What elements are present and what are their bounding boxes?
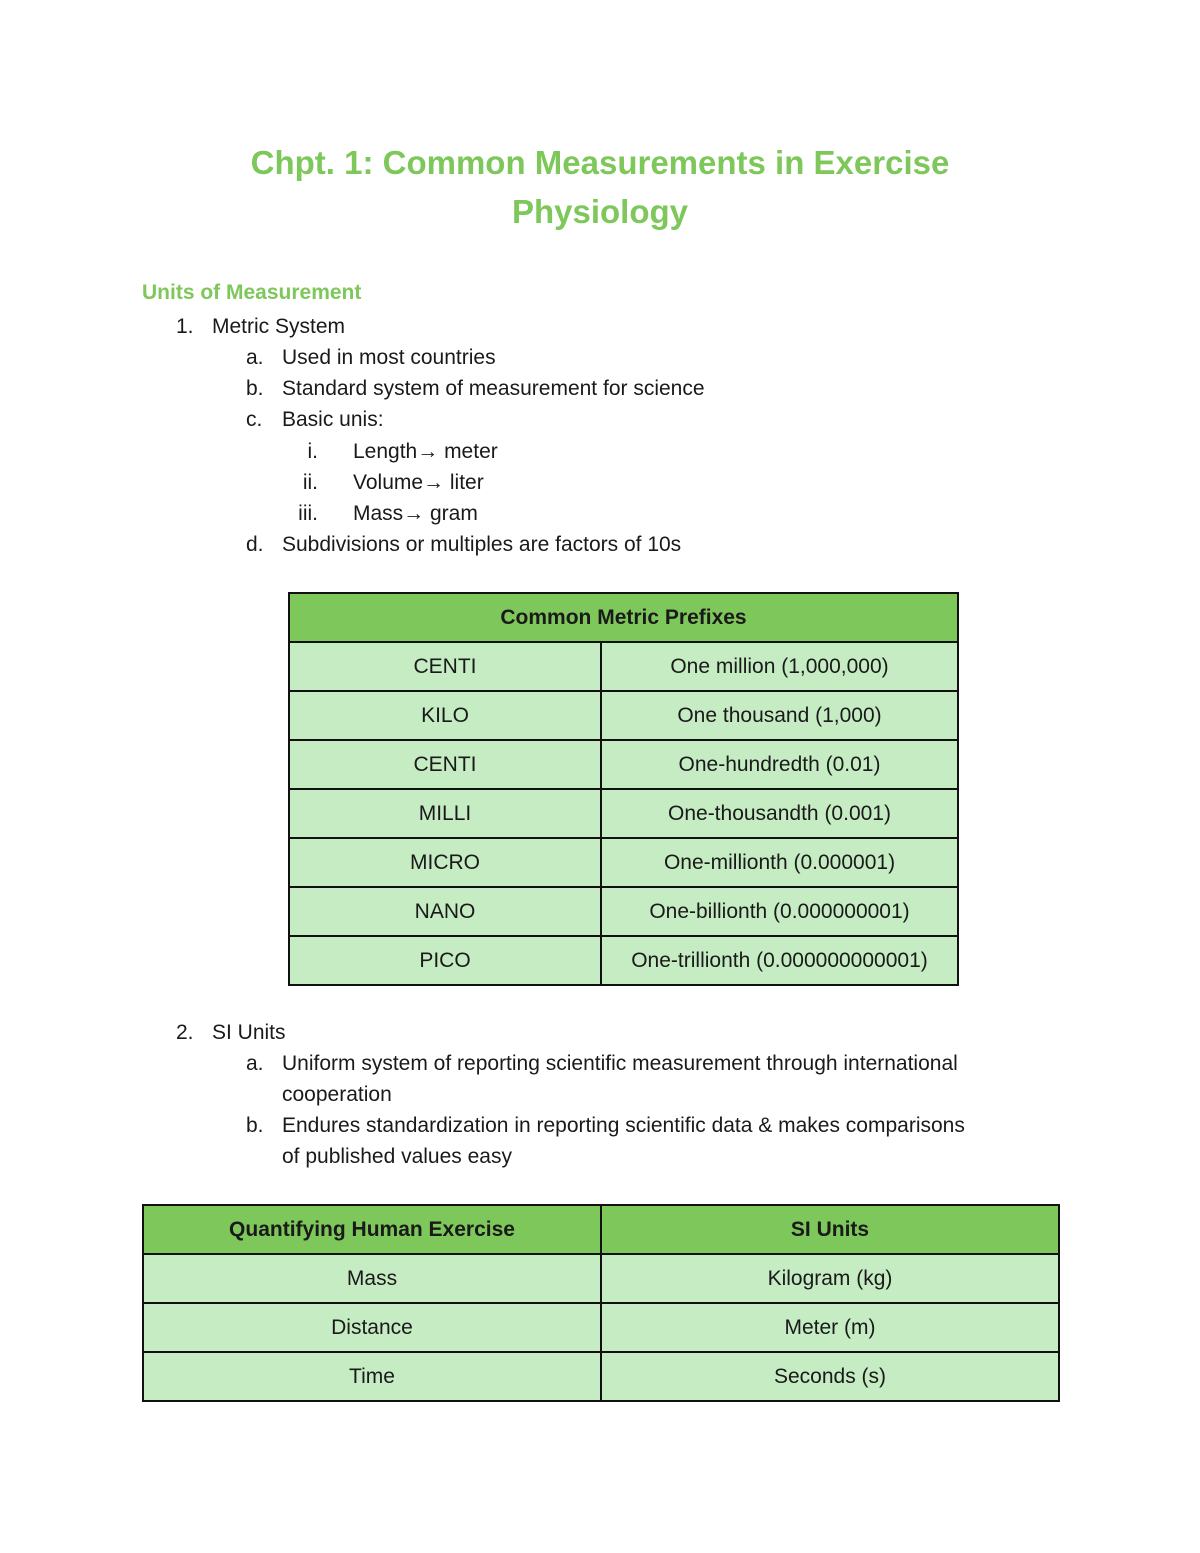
table-row	[143, 1352, 1059, 1401]
list-item: Basic unis:	[282, 408, 384, 431]
unit-cell: Seconds (s)	[601, 1352, 1059, 1401]
value-cell: One-millionth (0.000001)	[601, 838, 958, 887]
unit-cell: Kilogram (kg)	[601, 1254, 1059, 1303]
unit-cell: Meter (m)	[601, 1303, 1059, 1352]
list-item: Length→ meter	[353, 440, 498, 463]
prefix-cell: KILO	[289, 691, 601, 740]
table-row	[289, 740, 958, 789]
list-item: Volume→ liter	[353, 471, 484, 494]
page-title	[0, 138, 1200, 236]
outline-number: 2.	[176, 1021, 194, 1044]
value-cell: One thousand (1,000)	[601, 691, 958, 740]
list-marker: c.	[246, 408, 263, 431]
list-marker: i.	[307, 440, 318, 463]
value-cell: One-trillionth (0.000000000001)	[601, 936, 958, 985]
list-marker: iii.	[298, 502, 318, 525]
prefix-cell: MICRO	[289, 838, 601, 887]
list-item-continued: of published values easy	[282, 1145, 512, 1168]
table-header: Quantifying Human Exercise	[143, 1205, 601, 1254]
outline-number: 1.	[176, 315, 194, 338]
list-item-continued: cooperation	[282, 1083, 392, 1106]
quantity-cell: Distance	[143, 1303, 601, 1352]
list-item: Endures standardization in reporting scientific data & makes comparisons	[282, 1114, 965, 1137]
table-row	[289, 691, 958, 740]
list-marker: a.	[246, 346, 264, 369]
table-header: SI Units	[601, 1205, 1059, 1254]
title-line-2: Physiology	[511, 193, 689, 230]
value-cell: One-hundredth (0.01)	[601, 740, 958, 789]
table-row	[289, 887, 958, 936]
prefix-cell: MILLI	[289, 789, 601, 838]
list-item: Uniform system of reporting scientific measurement through international	[282, 1052, 958, 1075]
section-heading: Units of Measurement	[142, 281, 362, 304]
table-header: Common Metric Prefixes	[289, 593, 958, 642]
quantity-cell: Time	[143, 1352, 601, 1401]
prefix-cell: NANO	[289, 887, 601, 936]
value-cell: One million (1,000,000)	[601, 642, 958, 691]
list-item: Standard system of measurement for science	[282, 377, 705, 400]
outline-text: Metric System	[212, 315, 346, 338]
table-row	[143, 1254, 1059, 1303]
list-marker: ii.	[302, 471, 318, 494]
value-cell: One-billionth (0.000000001)	[601, 887, 958, 936]
list-marker: b.	[246, 1114, 264, 1137]
list-item: Used in most countries	[282, 346, 496, 369]
list-marker: b.	[246, 377, 264, 400]
list-item: Subdivisions or multiples are factors of 10s	[282, 533, 682, 556]
table-row	[289, 789, 958, 838]
si-units-table	[142, 1204, 1060, 1402]
list-marker: d.	[246, 533, 264, 556]
list-marker: a.	[246, 1052, 264, 1075]
quantity-cell: Mass	[143, 1254, 601, 1303]
table-row	[143, 1303, 1059, 1352]
table-row	[289, 642, 958, 691]
table-row	[289, 838, 958, 887]
list-item: Mass→ gram	[353, 502, 478, 525]
prefix-cell: CENTI	[289, 740, 601, 789]
table-row	[289, 936, 958, 985]
prefix-cell: PICO	[289, 936, 601, 985]
metric-prefix-table	[288, 592, 959, 986]
prefix-cell: CENTI	[289, 642, 601, 691]
title-line-1: Chpt. 1: Common Measurements in Exercise	[250, 144, 950, 181]
outline-text: SI Units	[212, 1021, 286, 1044]
value-cell: One-thousandth (0.001)	[601, 789, 958, 838]
